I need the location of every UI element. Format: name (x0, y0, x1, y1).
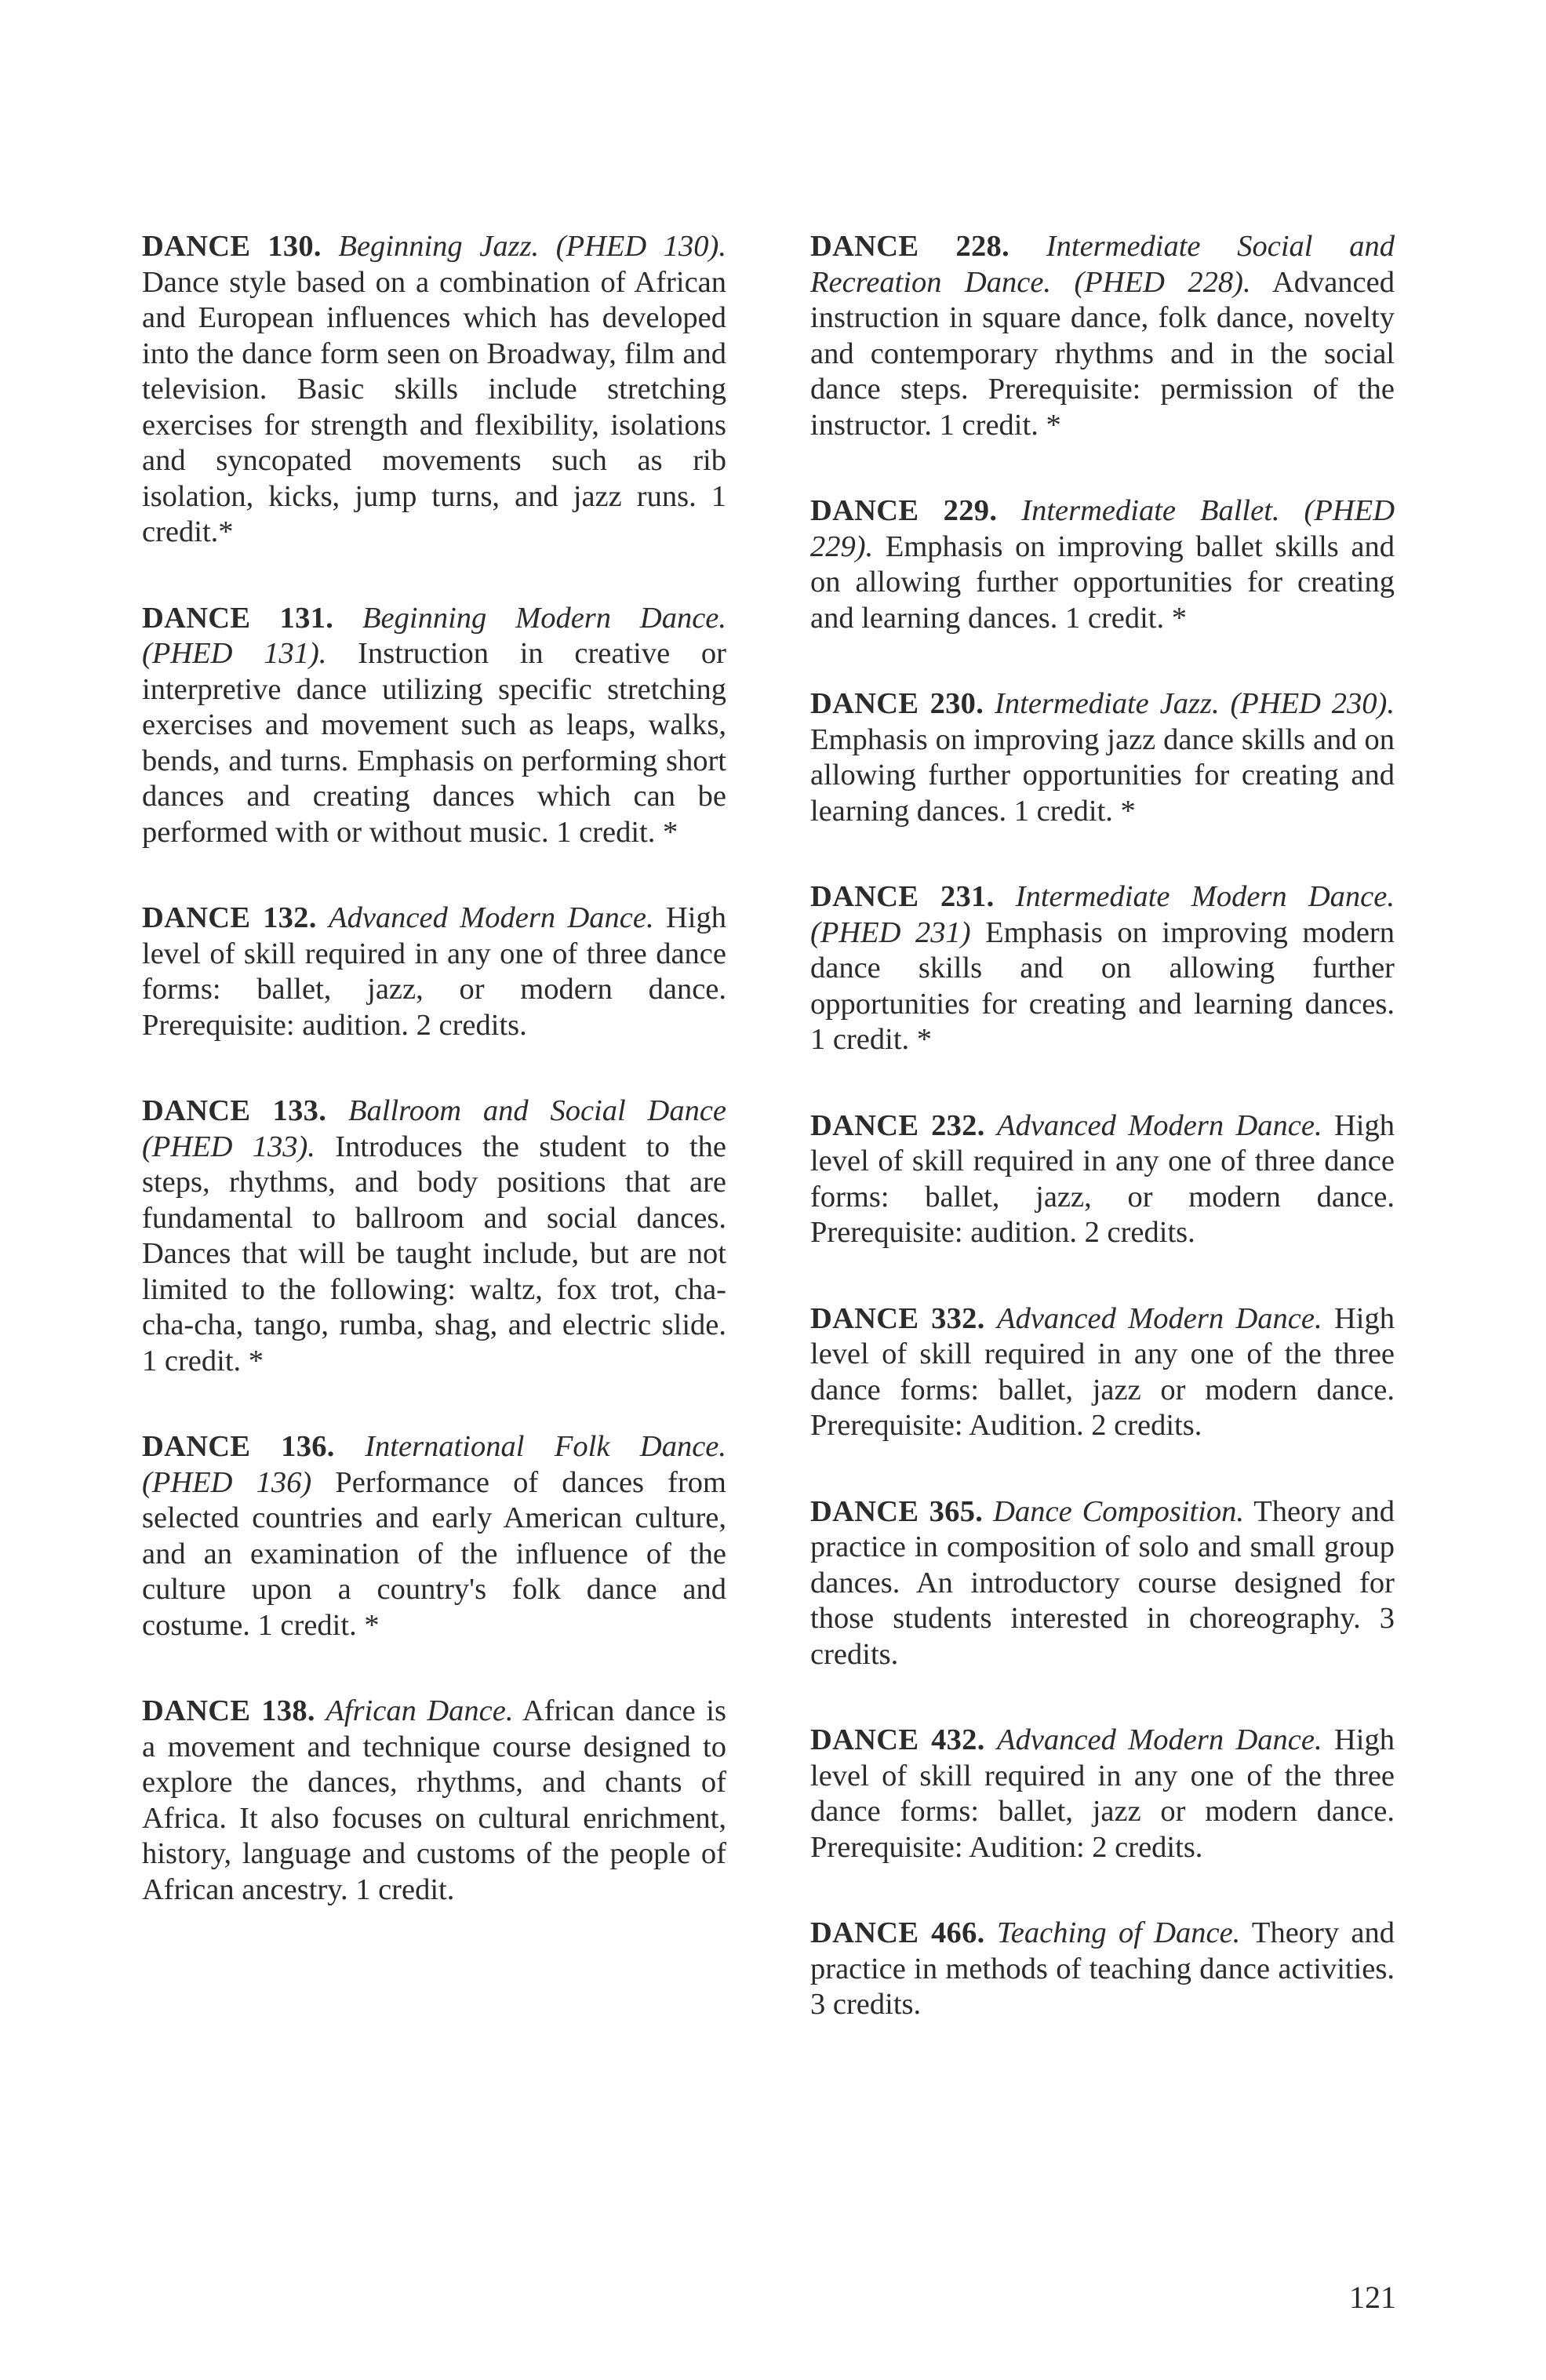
course-code: DANCE 365. (810, 1494, 984, 1528)
course-code: DANCE 432. (810, 1723, 985, 1756)
course-description: Performance of dances from selected countries and early American culture, and an examination of the influence of the culture upon a country's folk dance and costume. 1 credit. * (142, 1465, 726, 1642)
course-title: Advanced Modern Dance. (329, 901, 654, 934)
course-title: International Folk Dance. (PHED 136) (142, 1430, 726, 1499)
course-title: Intermediate Ballet. (PHED 229). (810, 494, 1395, 563)
course-code: DANCE 138. (142, 1694, 315, 1727)
course-title: Intermediate Jazz. (PHED 230). (995, 687, 1395, 720)
course-code: DANCE 228. (810, 230, 1010, 263)
course-description: Instruction in creative or interpretive dance utilizing specific stretching exercises and movement such as leaps, walks, bends, and turns. Emphasis on performing short dances and creating dances which can be performed with or without music. 1 credit. * (142, 637, 727, 849)
course-entry-dance-133 (142, 1094, 726, 1379)
course-description: High level of skill required in any one of the three dance forms: ballet, jazz or modern dance. Prerequisite: Audition: 2 credits. (810, 1723, 1395, 1864)
course-entry-dance-132 (142, 901, 726, 1043)
course-entry-dance-138 (142, 1694, 726, 1908)
course-description: High level of skill required in any one of three dance forms: ballet, jazz, or modern dance. Prerequisite: audition. 2 credits. (810, 1108, 1395, 1249)
left-column (142, 229, 726, 1958)
course-title: Intermediate Modern Dance. (PHED 231) (810, 880, 1395, 949)
course-code: DANCE 332. (810, 1301, 985, 1335)
course-entry-dance-131 (142, 601, 726, 851)
course-title: Dance Composition. (993, 1494, 1245, 1528)
course-title: Advanced Modern Dance. (997, 1108, 1322, 1142)
course-description: Theory and practice in composition of solo and small group dances. An introductory course designed for those students interested in choreography. 3 credits. (810, 1494, 1395, 1671)
course-title: Beginning Jazz. (PHED 130). (338, 230, 726, 263)
course-code: DANCE 231. (810, 880, 995, 913)
course-entry-dance-229 (810, 493, 1395, 636)
course-entry-dance-332 (810, 1301, 1395, 1444)
course-title: Beginning Modern Dance. (PHED 131). (142, 601, 726, 670)
course-entry-dance-228 (810, 229, 1395, 443)
page-number: 121 (1349, 2280, 1396, 2315)
course-description: High level of skill required in any one of the three dance forms: ballet, jazz or modern dance. Prerequisite: Audition. 2 credits. (810, 1301, 1395, 1442)
course-code: DANCE 466. (810, 1916, 985, 1949)
course-title: Ballroom and Social Dance (PHED 133). (142, 1094, 727, 1163)
course-description: Theory and practice in methods of teaching dance activities. 3 credits. (810, 1916, 1395, 2021)
course-entry-dance-466 (810, 1916, 1395, 2023)
course-code: DANCE 230. (810, 687, 984, 720)
course-description: Advanced instruction in square dance, folk dance, novelty and contemporary rhythms and in the social dance steps. Prerequisite: permission of the instructor. 1 credit. * (810, 265, 1395, 442)
course-entry-dance-136 (142, 1429, 726, 1643)
course-description: Emphasis on improving modern dance skills and on allowing further opportunities for creating and learning dances. 1 credit. * (810, 915, 1395, 1056)
course-description: Emphasis on improving ballet skills and on allowing further opportunities for creating and learning dances. 1 credit. * (810, 529, 1395, 635)
course-code: DANCE 132. (142, 901, 317, 934)
course-title: Teaching of Dance. (996, 1916, 1241, 1949)
course-entry-dance-432 (810, 1723, 1395, 1865)
course-description: Emphasis on improving jazz dance skills and on allowing further opportunities for creating and learning dances. 1 credit. * (810, 722, 1395, 828)
course-title: African Dance. (326, 1694, 514, 1727)
course-entry-dance-232 (810, 1108, 1395, 1251)
course-entry-dance-231 (810, 879, 1395, 1058)
course-code: DANCE 232. (810, 1108, 985, 1142)
course-description: High level of skill required in any one of three dance forms: ballet, jazz, or modern dance. Prerequisite: audition. 2 credits. (142, 901, 726, 1042)
course-title: Advanced Modern Dance. (997, 1301, 1322, 1335)
course-description: Dance style based on a combination of African and European influences which has developed into the dance form seen on Broadway, film and television. Basic skills include stretching exercises for strength and flexibility, isolations and syncopated movements such as rib isolation, kicks, jump turns, and jazz runs. 1 credit.* (142, 265, 726, 548)
course-entry-dance-130 (142, 229, 726, 551)
course-description: African dance is a movement and technique course designed to explore the dances, rhythms, and chants of Africa. It also focuses on cultural enrichment, history, language and customs of the people of African ancestry. 1 credit. (142, 1694, 726, 1906)
course-entry-dance-365 (810, 1494, 1395, 1673)
right-column (810, 229, 1395, 2073)
course-description: Introduces the student to the steps, rhythms, and body positions that are fundamental to ballroom and social dances. Dances that will be taught include, but are not limited to the following: waltz, fox trot, cha-cha-cha, tango, rumba, shag, and electric slide. 1 credit. * (142, 1130, 726, 1377)
course-title: Advanced Modern Dance. (997, 1723, 1322, 1756)
course-code: DANCE 136. (142, 1430, 335, 1463)
course-code: DANCE 133. (142, 1094, 327, 1127)
course-title: Intermediate Social and Recreation Dance. (PHED 228). (810, 230, 1395, 299)
course-code: DANCE 229. (810, 494, 998, 527)
course-entry-dance-230 (810, 686, 1395, 829)
course-code: DANCE 131. (142, 601, 334, 635)
course-code: DANCE 130. (142, 230, 322, 263)
